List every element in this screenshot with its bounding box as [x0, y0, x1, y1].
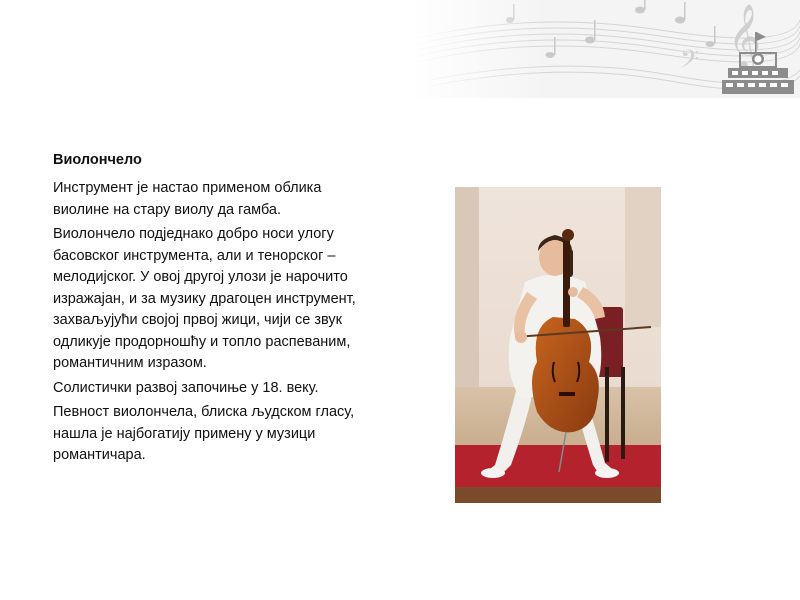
- paragraph-romantic-use: Певност виолончела, блиска људском гласу, нашла је најбогатију примену у музици романтичара.: [53, 404, 355, 463]
- slide-title: Виолончело: [53, 152, 142, 168]
- slide-text-column: [53, 150, 373, 470]
- paragraph-role: Виолончело подједнако добро носи улогу басовског инструмента, али и тенорског – мелодијског. У овој другој улози је нарочито изражајан, и за музику драгоцен инструмент, захваљујући својој првој жици, чији се звук одликује продорношћу и топло распеваним, романтичним изразом.: [53, 226, 356, 371]
- paragraph-solo-development: Солистички развој започиње у 18. веку.: [53, 379, 319, 396]
- cellist-photo: [455, 187, 661, 503]
- paragraph-origin: Инструмент је настао применом облика виолине на стару виолу да гамба.: [53, 180, 322, 218]
- school-building-icon: [718, 30, 798, 98]
